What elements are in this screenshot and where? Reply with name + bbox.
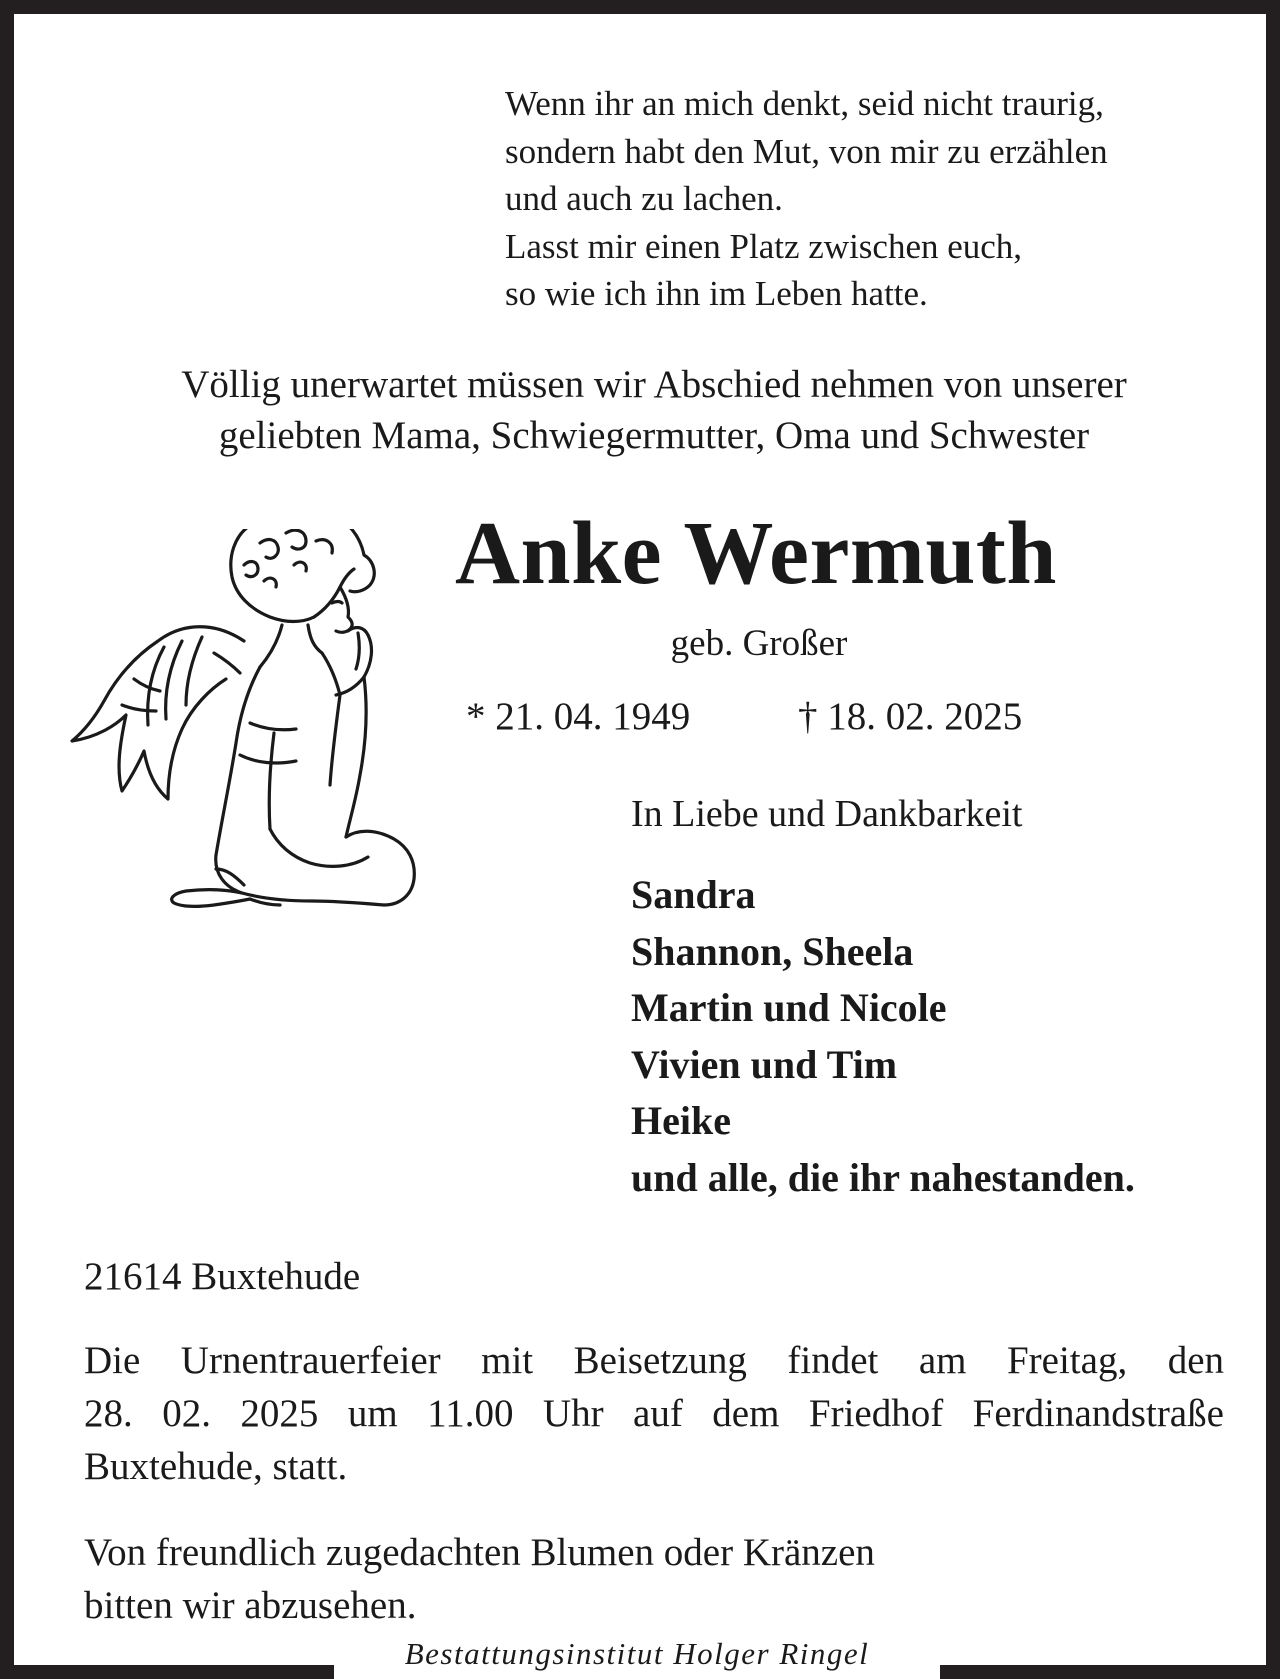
- undertaker-credit: Bestattungsinstitut Holger Ringel: [334, 1634, 940, 1679]
- ceremony-word: dem: [712, 1392, 780, 1435]
- city-line: 21614 Buxtehude: [84, 1255, 361, 1298]
- poem: [505, 80, 1108, 318]
- poem-line: so wie ich ihn im Leben hatte.: [505, 274, 928, 313]
- ceremony-word: Die: [84, 1339, 141, 1382]
- mourner-name: Sandra: [631, 872, 756, 917]
- announcement-intro: [54, 359, 1254, 461]
- ceremony-word: auf: [633, 1392, 683, 1435]
- ceremony-word: 02.: [162, 1392, 211, 1435]
- ceremony-word: den: [1167, 1339, 1224, 1382]
- ceremony-word: am: [918, 1339, 967, 1382]
- ceremony-word: 11.00: [427, 1392, 514, 1435]
- flowers-line: Von freundlich zugedachten Blumen oder Kränzen: [84, 1531, 875, 1574]
- mourner-name: Martin und Nicole: [631, 985, 947, 1031]
- signoff-text: In Liebe und Dankbarkeit: [631, 793, 1023, 835]
- intro-line: geliebten Mama, Schwiegermutter, Oma und Schwester: [218, 414, 1090, 457]
- mourner-name: und alle, die ihr nahestanden.: [631, 1154, 1135, 1200]
- ceremony-line: [84, 1334, 1224, 1387]
- mourner-name: Shannon, Sheela: [631, 928, 914, 974]
- ceremony-word: mit: [481, 1339, 534, 1382]
- mourners-list: [631, 867, 1135, 1207]
- ceremony-word: findet: [787, 1339, 879, 1382]
- birth-date: * 21. 04. 1949: [466, 695, 691, 738]
- flowers-notice: [84, 1526, 875, 1632]
- intro-line: Völlig unerwartet müssen wir Abschied nehmen von unserer: [181, 363, 1127, 406]
- death-date: † 18. 02. 2025: [798, 695, 1023, 738]
- poem-line: Lasst mir einen Platz zwischen euch,: [505, 226, 1023, 266]
- poem-line: und auch zu lachen.: [505, 179, 783, 218]
- ceremony-word: Ferdinandstraße: [972, 1392, 1224, 1435]
- ceremony-notice: [84, 1334, 1224, 1493]
- ceremony-word: um: [347, 1392, 398, 1435]
- ceremony-word: 2025: [240, 1392, 319, 1435]
- poem-line: sondern habt den Mut, von mir zu erzählen: [505, 131, 1108, 171]
- ceremony-word: Beisetzung: [573, 1339, 747, 1382]
- maiden-name: geb. Großer: [670, 623, 848, 664]
- ceremony-word: Urnentrauerfeier: [180, 1339, 441, 1382]
- poem-line: Wenn ihr an mich denkt, seid nicht traurig,: [505, 84, 1104, 123]
- deceased-name: Anke Wermuth: [455, 504, 1057, 603]
- mourner-name: Vivien und Tim: [631, 1041, 898, 1087]
- ceremony-word: Uhr: [542, 1392, 604, 1435]
- praying-angel-icon: [64, 529, 424, 969]
- ceremony-line: [84, 1387, 1224, 1440]
- mourner-name: Heike: [631, 1098, 731, 1144]
- ceremony-word: Freitag,: [1006, 1339, 1128, 1382]
- ceremony-word: 28.: [84, 1392, 133, 1435]
- ceremony-word: Friedhof: [808, 1392, 944, 1435]
- ceremony-line: Buxtehude, statt.: [84, 1445, 348, 1488]
- flowers-line: bitten wir abzusehen.: [84, 1584, 417, 1627]
